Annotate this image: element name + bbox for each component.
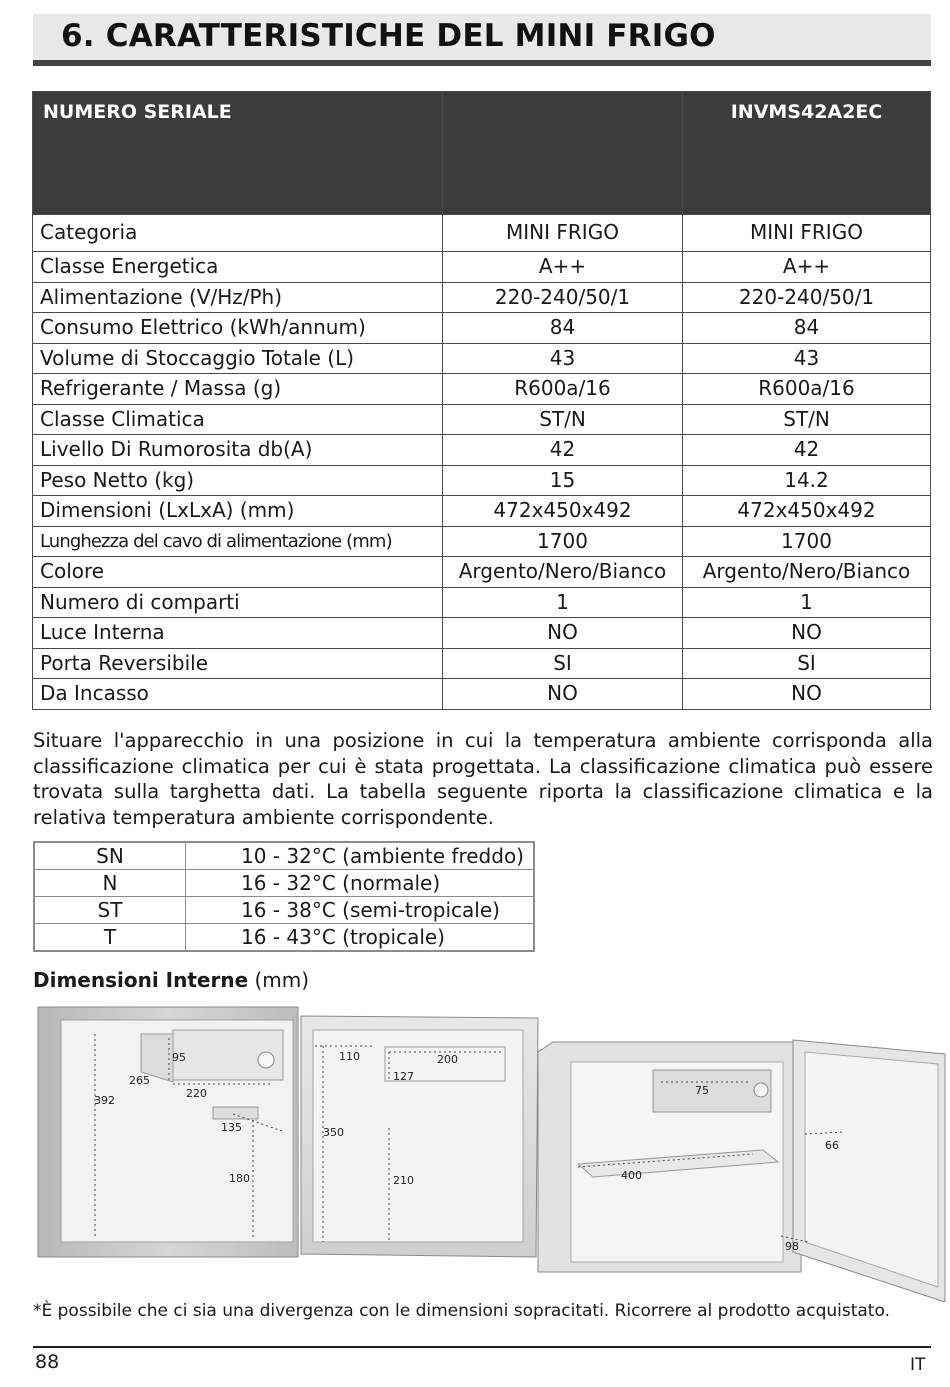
spec-label-cell: Porta Reversibile <box>33 648 443 679</box>
spec-value-cell: 1700 <box>443 526 683 557</box>
climate-class-cell: T <box>34 924 186 952</box>
spec-label-cell: Refrigerante / Massa (g) <box>33 374 443 405</box>
dimensions-title-bold: Dimensioni Interne <box>33 968 249 992</box>
spec-value-cell: MINI FRIGO <box>683 215 931 252</box>
spec-row <box>33 435 931 466</box>
spec-label-cell: Livello Di Rumorosita db(A) <box>33 435 443 466</box>
footer-rule <box>33 1346 931 1348</box>
spec-value-cell: NO <box>443 679 683 710</box>
page-number: 88 <box>35 1351 60 1373</box>
measure-label: 210 <box>393 1174 414 1187</box>
spec-header-cell: NUMERO SERIALE <box>33 92 443 215</box>
spec-row <box>33 557 931 588</box>
spec-row <box>33 648 931 679</box>
spec-value-cell: 472x450x492 <box>443 496 683 527</box>
spec-label-cell: Da Incasso <box>33 679 443 710</box>
spec-value-cell: A++ <box>443 252 683 283</box>
climate-range-cell: 16 - 38°C (semi-tropicale) <box>186 897 535 924</box>
measure-label: 110 <box>339 1050 360 1063</box>
spec-value-cell: SI <box>683 648 931 679</box>
spec-value-cell: 84 <box>683 313 931 344</box>
spec-label-cell: Numero di comparti <box>33 587 443 618</box>
measure-label: 350 <box>323 1126 344 1139</box>
dimensions-title-unit: (mm) <box>248 968 310 992</box>
climate-paragraph: Situare l'apparecchio in una posizione in cui la temperatura ambiente corrisponda alla classificazione climatica per cui è stata progettata. La classificazione climatica può essere trovata sulla targhetta dati. La tabella seguente riporta la classificazione climatica e la relativa temperatura ambiente corrispondente. <box>33 729 933 829</box>
spec-value-cell: 43 <box>683 343 931 374</box>
spec-row <box>33 618 931 649</box>
spec-table <box>32 91 931 710</box>
spec-value-cell: NO <box>443 618 683 649</box>
climate-class-cell: ST <box>34 897 186 924</box>
spec-value-cell: 220-240/50/1 <box>683 282 931 313</box>
spec-label-cell: Peso Netto (kg) <box>33 465 443 496</box>
spec-row <box>33 587 931 618</box>
spec-label-cell: Categoria <box>33 215 443 252</box>
spec-value-cell: MINI FRIGO <box>443 215 683 252</box>
spec-value-cell: 42 <box>443 435 683 466</box>
spec-value-cell: NO <box>683 679 931 710</box>
climate-range-cell: 16 - 43°C (tropicale) <box>186 924 535 952</box>
footnote: *È possibile che ci sia una divergenza con le dimensioni sopracitati. Ricorrere al prodotto acquistato. <box>33 1301 890 1321</box>
spec-value-cell: 1 <box>443 587 683 618</box>
spec-row <box>33 313 931 344</box>
fridge-illustration <box>33 1002 948 1302</box>
spec-value-cell: 84 <box>443 313 683 344</box>
spec-value-cell: 14.2 <box>683 465 931 496</box>
spec-value-cell: ST/N <box>683 404 931 435</box>
spec-value-cell: SI <box>443 648 683 679</box>
spec-row <box>33 374 931 405</box>
section-title: 6. CARATTERISTICHE DEL MINI FRIGO <box>61 18 716 54</box>
spec-header-cell <box>443 92 683 215</box>
climate-class-cell: N <box>34 870 186 897</box>
section-heading-bar <box>33 14 931 60</box>
language-code: IT <box>910 1355 926 1375</box>
spec-header-cell: INVMS42A2EC <box>683 92 931 215</box>
dimensions-title <box>33 968 309 992</box>
climate-row <box>34 870 534 897</box>
spec-row <box>33 679 931 710</box>
spec-value-cell: 43 <box>443 343 683 374</box>
spec-label-cell: Colore <box>33 557 443 588</box>
climate-class-cell: SN <box>34 842 186 870</box>
measure-label: 95 <box>172 1051 186 1064</box>
spec-value-cell: NO <box>683 618 931 649</box>
spec-row <box>33 252 931 283</box>
heading-rule <box>33 60 931 66</box>
spec-value-cell: 15 <box>443 465 683 496</box>
spec-row <box>33 282 931 313</box>
spec-label-cell: Classe Climatica <box>33 404 443 435</box>
spec-label-cell: Consumo Elettrico (kWh/annum) <box>33 313 443 344</box>
spec-row <box>33 465 931 496</box>
spec-value-cell: 42 <box>683 435 931 466</box>
spec-value-cell: 220-240/50/1 <box>443 282 683 313</box>
measure-label: 180 <box>229 1172 250 1185</box>
measure-label: 75 <box>695 1084 709 1097</box>
fridge-dimensions-image <box>33 1002 948 1302</box>
spec-value-cell: R600a/16 <box>683 374 931 405</box>
spec-value-cell: Argento/Nero/Bianco <box>683 557 931 588</box>
climate-row <box>34 842 534 870</box>
spec-value-cell: ST/N <box>443 404 683 435</box>
measure-label: 66 <box>825 1139 839 1152</box>
spec-value-cell: 1 <box>683 587 931 618</box>
measure-label: 98 <box>785 1240 799 1253</box>
spec-row <box>33 343 931 374</box>
spec-label-cell: Luce Interna <box>33 618 443 649</box>
climate-table <box>33 841 535 952</box>
spec-row <box>33 215 931 252</box>
climate-row <box>34 924 534 952</box>
climate-range-cell: 10 - 32°C (ambiente freddo) <box>186 842 535 870</box>
measure-label: 265 <box>129 1074 150 1087</box>
spec-row <box>33 404 931 435</box>
measure-label: 392 <box>94 1094 115 1107</box>
measure-label: 200 <box>437 1053 458 1066</box>
measure-label: 135 <box>221 1121 242 1134</box>
spec-header-row <box>33 92 931 215</box>
spec-value-cell: Argento/Nero/Bianco <box>443 557 683 588</box>
spec-row <box>33 496 931 527</box>
spec-label-cell: Classe Energetica <box>33 252 443 283</box>
spec-label-cell: Volume di Stoccaggio Totale (L) <box>33 343 443 374</box>
measure-label: 220 <box>186 1087 207 1100</box>
spec-row <box>33 526 931 557</box>
spec-label-cell: Lunghezza del cavo di alimentazione (mm) <box>33 526 443 557</box>
spec-label-cell: Dimensioni (LxLxA) (mm) <box>33 496 443 527</box>
spec-value-cell: 1700 <box>683 526 931 557</box>
spec-label-cell: Alimentazione (V/Hz/Ph) <box>33 282 443 313</box>
spec-value-cell: R600a/16 <box>443 374 683 405</box>
spec-value-cell: 472x450x492 <box>683 496 931 527</box>
spec-value-cell: A++ <box>683 252 931 283</box>
measure-label: 400 <box>621 1169 642 1182</box>
climate-range-cell: 16 - 32°C (normale) <box>186 870 535 897</box>
climate-row <box>34 897 534 924</box>
measure-label: 127 <box>393 1070 414 1083</box>
